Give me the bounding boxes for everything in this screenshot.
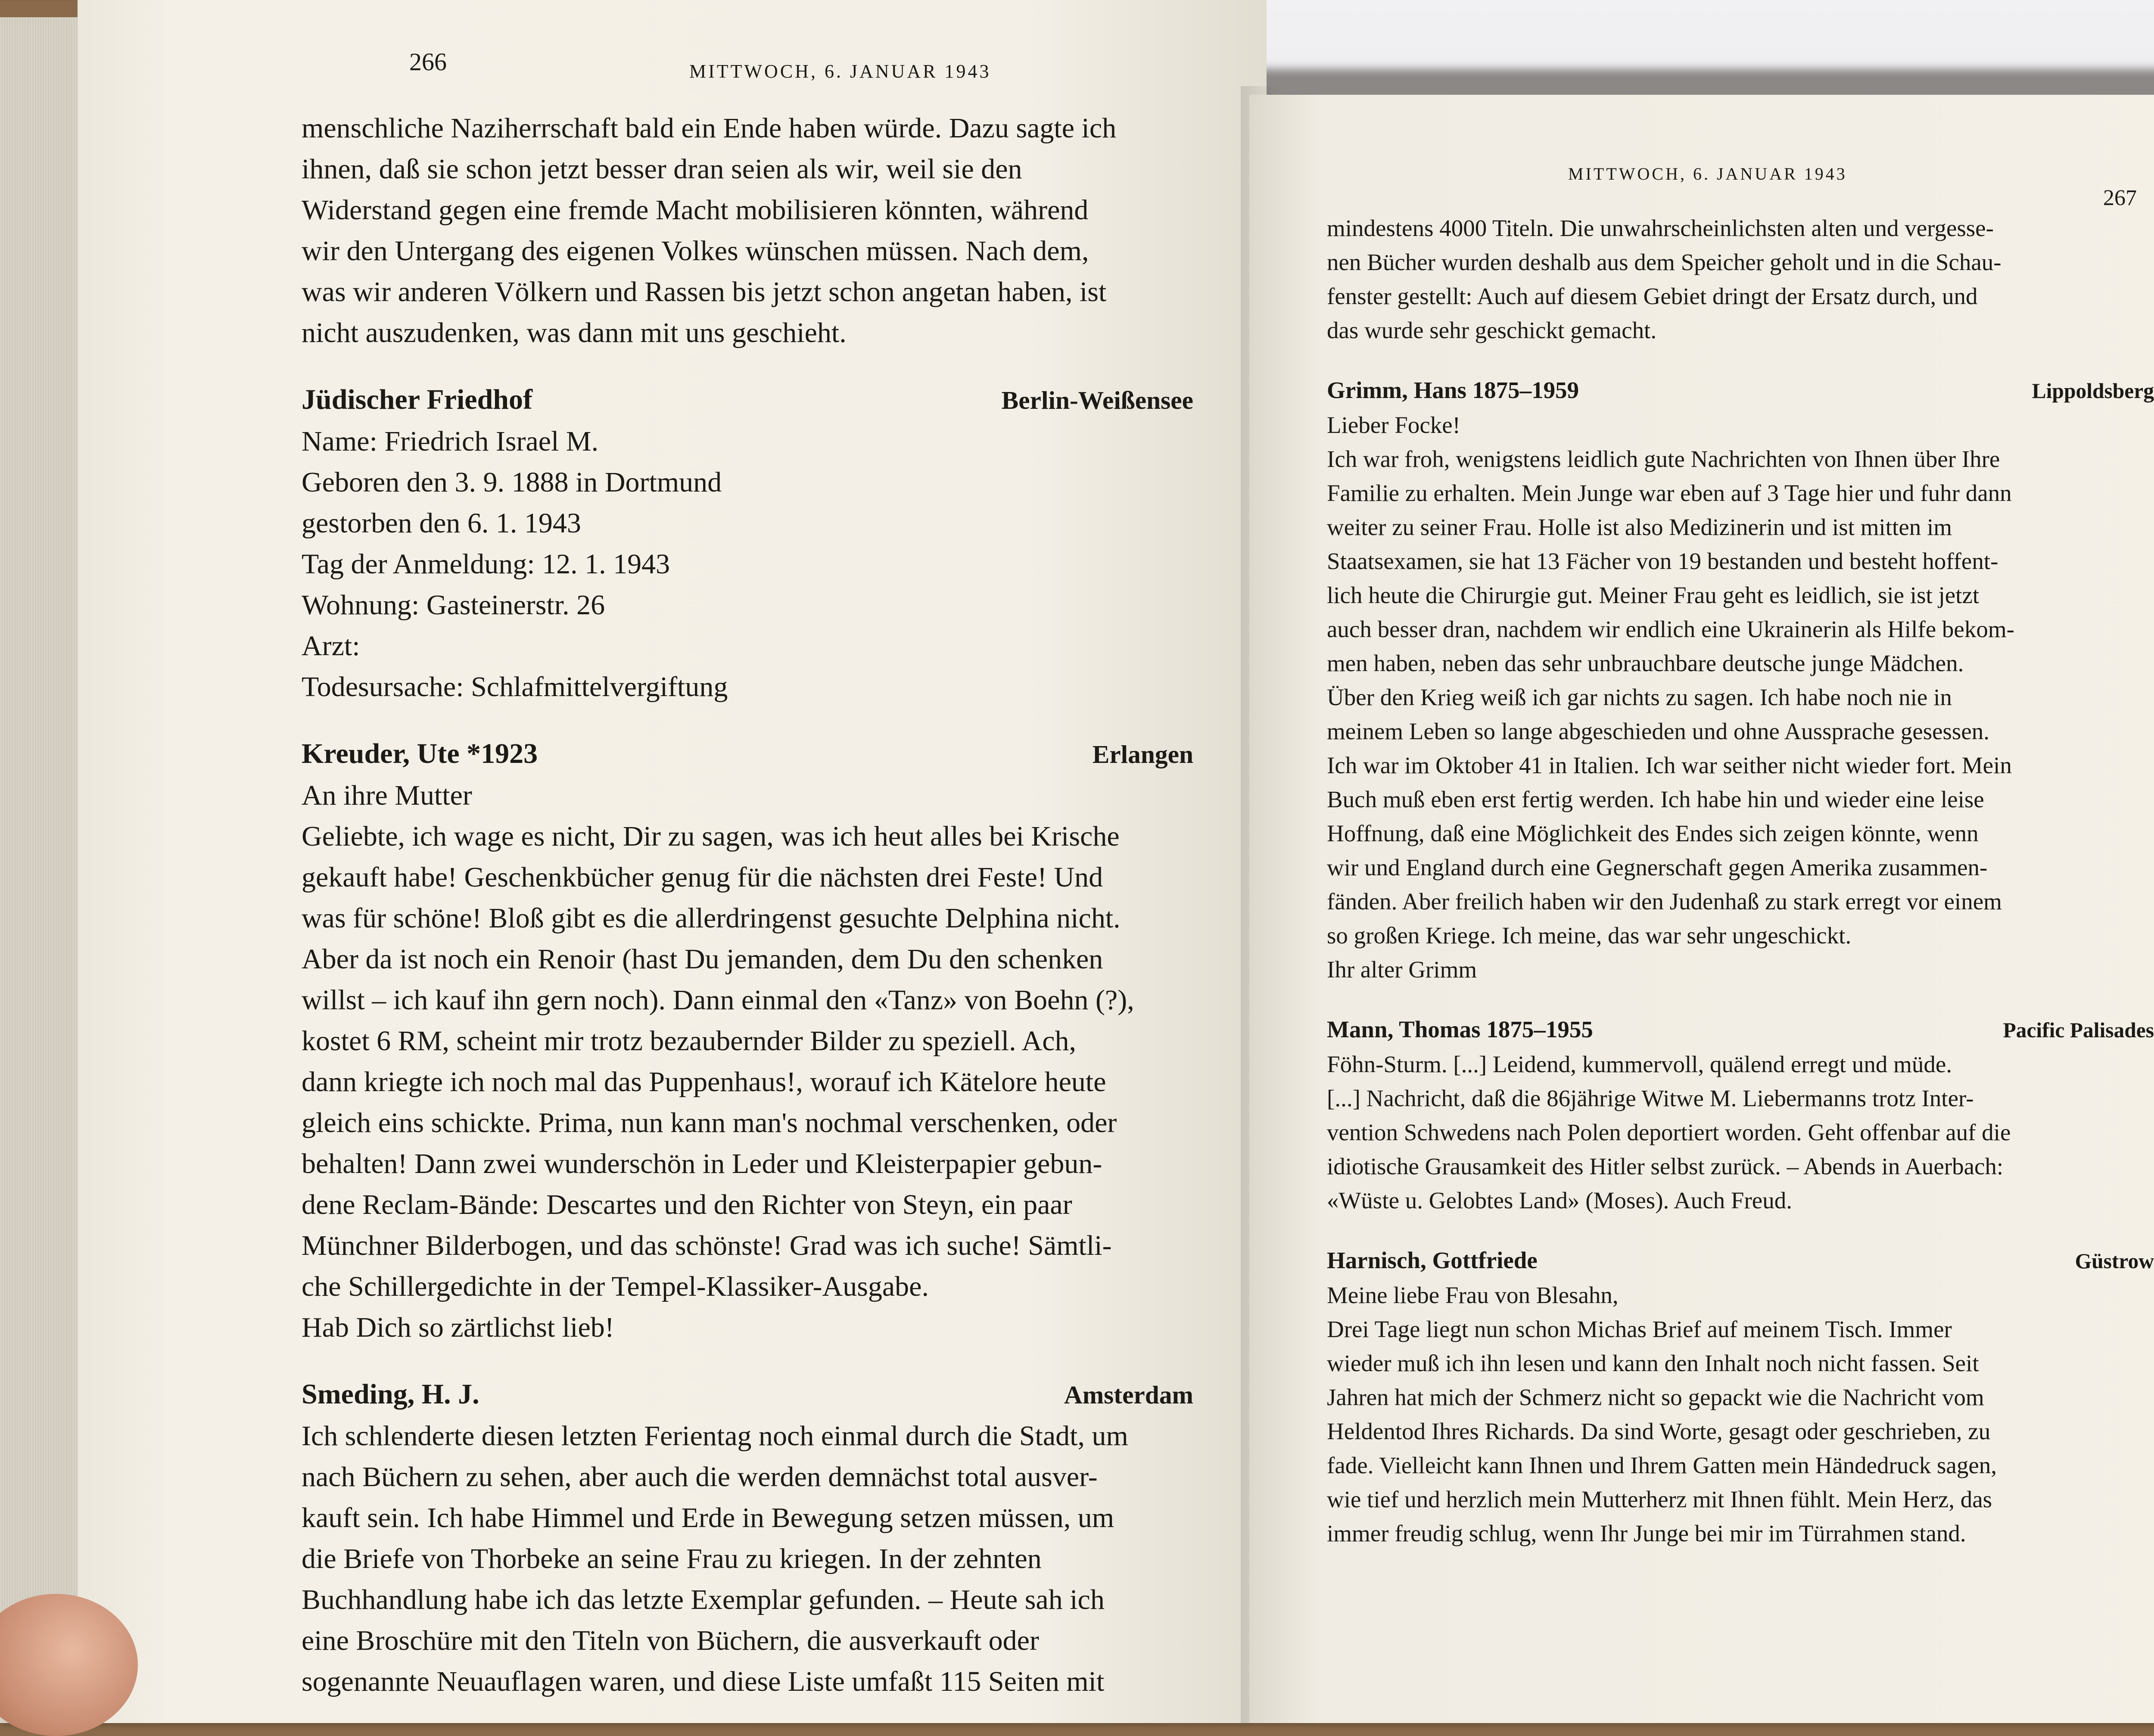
text-line: Buchhandlung habe ich das letzte Exemplar gefunden. – Heute sah ich <box>302 1584 1105 1615</box>
text-line: meinem Leben so lange abgeschieden und ohne Aussprache gesessen. <box>1327 718 1989 744</box>
diary-entry <box>1327 1012 2154 1217</box>
text-line: was für schöne! Bloß gibt es die allerdringenst gesuchte Delphina nicht. <box>302 902 1121 934</box>
text-line: Todesursache: Schlafmittelvergiftung <box>302 671 728 703</box>
entry-place: Berlin-Weißensee <box>1001 386 1193 414</box>
text-line: Meine liebe Frau von Blesahn, <box>1327 1282 1619 1308</box>
entry-heading <box>302 733 1193 775</box>
diary-entry <box>1327 1243 2154 1550</box>
text-line: Buch muß eben erst fertig werden. Ich habe hin und wieder eine leise <box>1327 786 1984 812</box>
text-line: Wohnung: Gasteinerstr. 26 <box>302 589 605 621</box>
text-line: Ich war froh, wenigstens leidlich gute Nachrichten von Ihnen über Ihre <box>1327 446 2000 472</box>
left-continuation <box>302 108 1193 353</box>
text-line: Aber da ist noch ein Renoir (hast Du jemanden, dem Du den schenken <box>302 943 1103 975</box>
text-line: Hoffnung, daß eine Möglichkeit des Endes sich zeigen könnte, wenn <box>1327 820 1979 846</box>
text-line: behalten! Dann zwei wunderschön in Leder und Kleisterpapier gebun- <box>302 1148 1102 1179</box>
text-line: Drei Tage liegt nun schon Michas Brief auf meinem Tisch. Immer <box>1327 1316 1952 1342</box>
entry-place: Erlangen <box>1092 740 1193 768</box>
text-line: fenster gestellt: Auch auf diesem Gebiet dringt der Ersatz durch, und <box>1327 283 1978 309</box>
entry-author: Jüdischer Friedhof <box>302 384 532 415</box>
text-line: wir den Untergang des eigenen Volkes wünschen müssen. Nach dem, <box>302 235 1089 267</box>
left-running-title: MITTWOCH, 6. JANUAR 1943 <box>689 61 991 82</box>
text-line: willst – ich kauf ihn gern noch). Dann einmal den «Tanz» von Boehn (?), <box>302 984 1134 1016</box>
diary-entry <box>302 733 1193 1348</box>
text-line: so großen Kriege. Ich meine, das war sehr ungeschickt. <box>1327 922 1852 949</box>
text-line: Jahren hat mich der Schmerz nicht so gepackt wie die Nachricht vom <box>1327 1384 1984 1410</box>
entry-author: Mann, Thomas 1875–1955 <box>1327 1016 1593 1042</box>
entry-heading <box>1327 373 2154 408</box>
diary-entry <box>302 379 1193 707</box>
right-page-number: 267 <box>2103 186 2137 210</box>
text-line: Ich war im Oktober 41 in Italien. Ich war seither nicht wieder fort. Mein <box>1327 752 2012 778</box>
text-line: gekauft habe! Geschenkbücher genug für die nächsten drei Feste! Und <box>302 862 1103 893</box>
text-line: gleich eins schickte. Prima, nun kann man's nochmal verschenken, oder <box>302 1107 1117 1139</box>
text-line: wir und England durch eine Gegnerschaft gegen Amerika zusammen- <box>1327 854 1988 880</box>
text-line: Tag der Anmeldung: 12. 1. 1943 <box>302 548 670 580</box>
entry-heading <box>302 379 1193 421</box>
text-line: gestorben den 6. 1. 1943 <box>302 507 581 539</box>
text-line: auch besser dran, nachdem wir endlich eine Ukrainerin als Hilfe bekom- <box>1327 616 2014 642</box>
text-line: Widerstand gegen eine fremde Macht mobilisieren könnten, während <box>302 194 1089 226</box>
entry-heading <box>1327 1243 2154 1278</box>
entry-author: Harnisch, Gottfriede <box>1327 1247 1538 1273</box>
text-line: fade. Vielleicht kann Ihnen und Ihrem Gatten mein Händedruck sagen, <box>1327 1452 1997 1478</box>
text-line: die Briefe von Thorbeke an seine Frau zu kriegen. In der zehnten <box>302 1543 1042 1574</box>
entry-place: Güstrow <box>2075 1249 2154 1273</box>
text-line: Geboren den 3. 9. 1888 in Dortmund <box>302 467 722 498</box>
entry-place: Pacific Palisades <box>2003 1018 2154 1042</box>
text-line: was wir anderen Völkern und Rassen bis jetzt schon angetan haben, ist <box>302 276 1107 308</box>
text-line: «Wüste u. Gelobtes Land» (Moses). Auch Freud. <box>1327 1187 1792 1213</box>
text-line: Heldentod Ihres Richards. Da sind Worte, gesagt oder geschrieben, zu <box>1327 1418 1991 1444</box>
left-page-number: 266 <box>409 48 447 76</box>
entry-heading <box>302 1374 1193 1416</box>
entry-place: Lippoldsberg <box>2032 379 2154 403</box>
text-line: eine Broschüre mit den Titeln von Büchern, die ausverkauft oder <box>302 1625 1039 1656</box>
diary-entry <box>1327 373 2154 986</box>
text-line: An ihre Mutter <box>302 780 472 811</box>
text-line: menschliche Naziherrschaft bald ein Ende haben würde. Dazu sagte ich <box>302 112 1117 144</box>
entry-place: Amsterdam <box>1064 1381 1193 1409</box>
left-running-head <box>302 47 1193 99</box>
text-line: Hab Dich so zärtlichst lieb! <box>302 1312 614 1343</box>
text-line: Geliebte, ich wage es nicht, Dir zu sagen, was ich heut alles bei Krische <box>302 821 1120 852</box>
text-line: dann kriegte ich noch mal das Puppenhaus!, worauf ich Kätelore heute <box>302 1066 1106 1098</box>
text-line: weiter zu seiner Frau. Holle ist also Medizinerin und ist mitten im <box>1327 514 1952 540</box>
text-line: mindestens 4000 Titeln. Die unwahrscheinlichsten alten und vergesse- <box>1327 215 1994 241</box>
text-line: Familie zu erhalten. Mein Junge war eben auf 3 Tage hier und fuhr dann <box>1327 480 2012 506</box>
text-line: Föhn-Sturm. [...] Leidend, kummervoll, quälend erregt und müde. <box>1327 1051 1952 1077</box>
text-line: Über den Krieg weiß ich gar nichts zu sagen. Ich habe noch nie in <box>1327 684 1952 710</box>
text-line: kostet 6 RM, scheint mir trotz bezaubernder Bilder zu speziell. Ach, <box>302 1025 1076 1057</box>
text-line: che Schillergedichte in der Tempel-Klassiker-Ausgabe. <box>302 1271 929 1302</box>
entry-heading <box>1327 1012 2154 1047</box>
text-line: wieder muß ich ihn lesen und kann den Inhalt noch nicht fassen. Seit <box>1327 1350 1979 1376</box>
text-line: Staatsexamen, sie hat 13 Fächer von 19 bestanden und besteht hoffent- <box>1327 548 1998 574</box>
text-line: Lieber Focke! <box>1327 412 1460 438</box>
diary-entry <box>302 1374 1193 1702</box>
text-line: Ihr alter Grimm <box>1327 956 1477 983</box>
text-line: [...] Nachricht, daß die 86jährige Witwe M. Liebermanns trotz Inter- <box>1327 1085 1974 1111</box>
right-entries <box>1327 373 2154 1550</box>
text-line: sogenannte Neuauflagen waren, und diese Liste umfaßt 115 Seiten mit <box>302 1666 1105 1697</box>
entry-author: Grimm, Hans 1875–1959 <box>1327 377 1579 403</box>
text-line: nach Büchern zu sehen, aber auch die werden demnächst total ausver- <box>302 1461 1098 1493</box>
text-line: nicht auszudenken, was dann mit uns geschieht. <box>302 317 847 348</box>
text-line: wie tief und herzlich mein Mutterherz mit Ihnen fühlt. Mein Herz, das <box>1327 1486 1992 1512</box>
text-line: das wurde sehr geschickt gemacht. <box>1327 317 1657 343</box>
right-page <box>1249 95 2154 1723</box>
text-line: immer freudig schlug, wenn Ihr Junge bei mir im Türrahmen stand. <box>1327 1520 1966 1546</box>
text-line: dene Reclam-Bände: Descartes und den Richter von Steyn, ein paar <box>302 1189 1072 1220</box>
left-text <box>302 108 1193 1702</box>
text-line: lich heute die Chirurgie gut. Meiner Frau geht es leidlich, sie ist jetzt <box>1327 582 1980 608</box>
text-line: Ich schlenderte diesen letzten Ferientag noch einmal durch die Stadt, um <box>302 1420 1128 1452</box>
text-line: vention Schwedens nach Polen deportiert worden. Geht offenbar auf die <box>1327 1119 2011 1145</box>
right-continuation <box>1327 211 2154 347</box>
right-running-head <box>1327 151 2154 210</box>
text-line: Arzt: <box>302 630 360 662</box>
entry-author: Smeding, H. J. <box>302 1378 479 1410</box>
text-line: fänden. Aber freilich haben wir den Judenhaß zu stark erregt vor einem <box>1327 888 2002 915</box>
left-entries <box>302 379 1193 1702</box>
text-line: idiotische Grausamkeit des Hitler selbst zurück. – Abends in Auerbach: <box>1327 1153 2004 1179</box>
right-text <box>1327 211 2154 1550</box>
text-line: kauft sein. Ich habe Himmel und Erde in Bewegung setzen müssen, um <box>302 1502 1114 1534</box>
text-line: ihnen, daß sie schon jetzt besser dran seien als wir, weil sie den <box>302 153 1022 185</box>
text-line: men haben, neben das sehr unbrauchbare deutsche junge Mädchen. <box>1327 650 1964 676</box>
left-page <box>78 0 1267 1723</box>
text-line: nen Bücher wurden deshalb aus dem Speicher geholt und in die Schau- <box>1327 249 2001 275</box>
text-line: Name: Friedrich Israel M. <box>302 426 599 457</box>
right-running-title: MITTWOCH, 6. JANUAR 1943 <box>1568 164 1847 184</box>
entry-author: Kreuder, Ute *1923 <box>302 738 538 769</box>
text-line: Münchner Bilderbogen, und das schönste! Grad was ich suche! Sämtli- <box>302 1230 1112 1261</box>
